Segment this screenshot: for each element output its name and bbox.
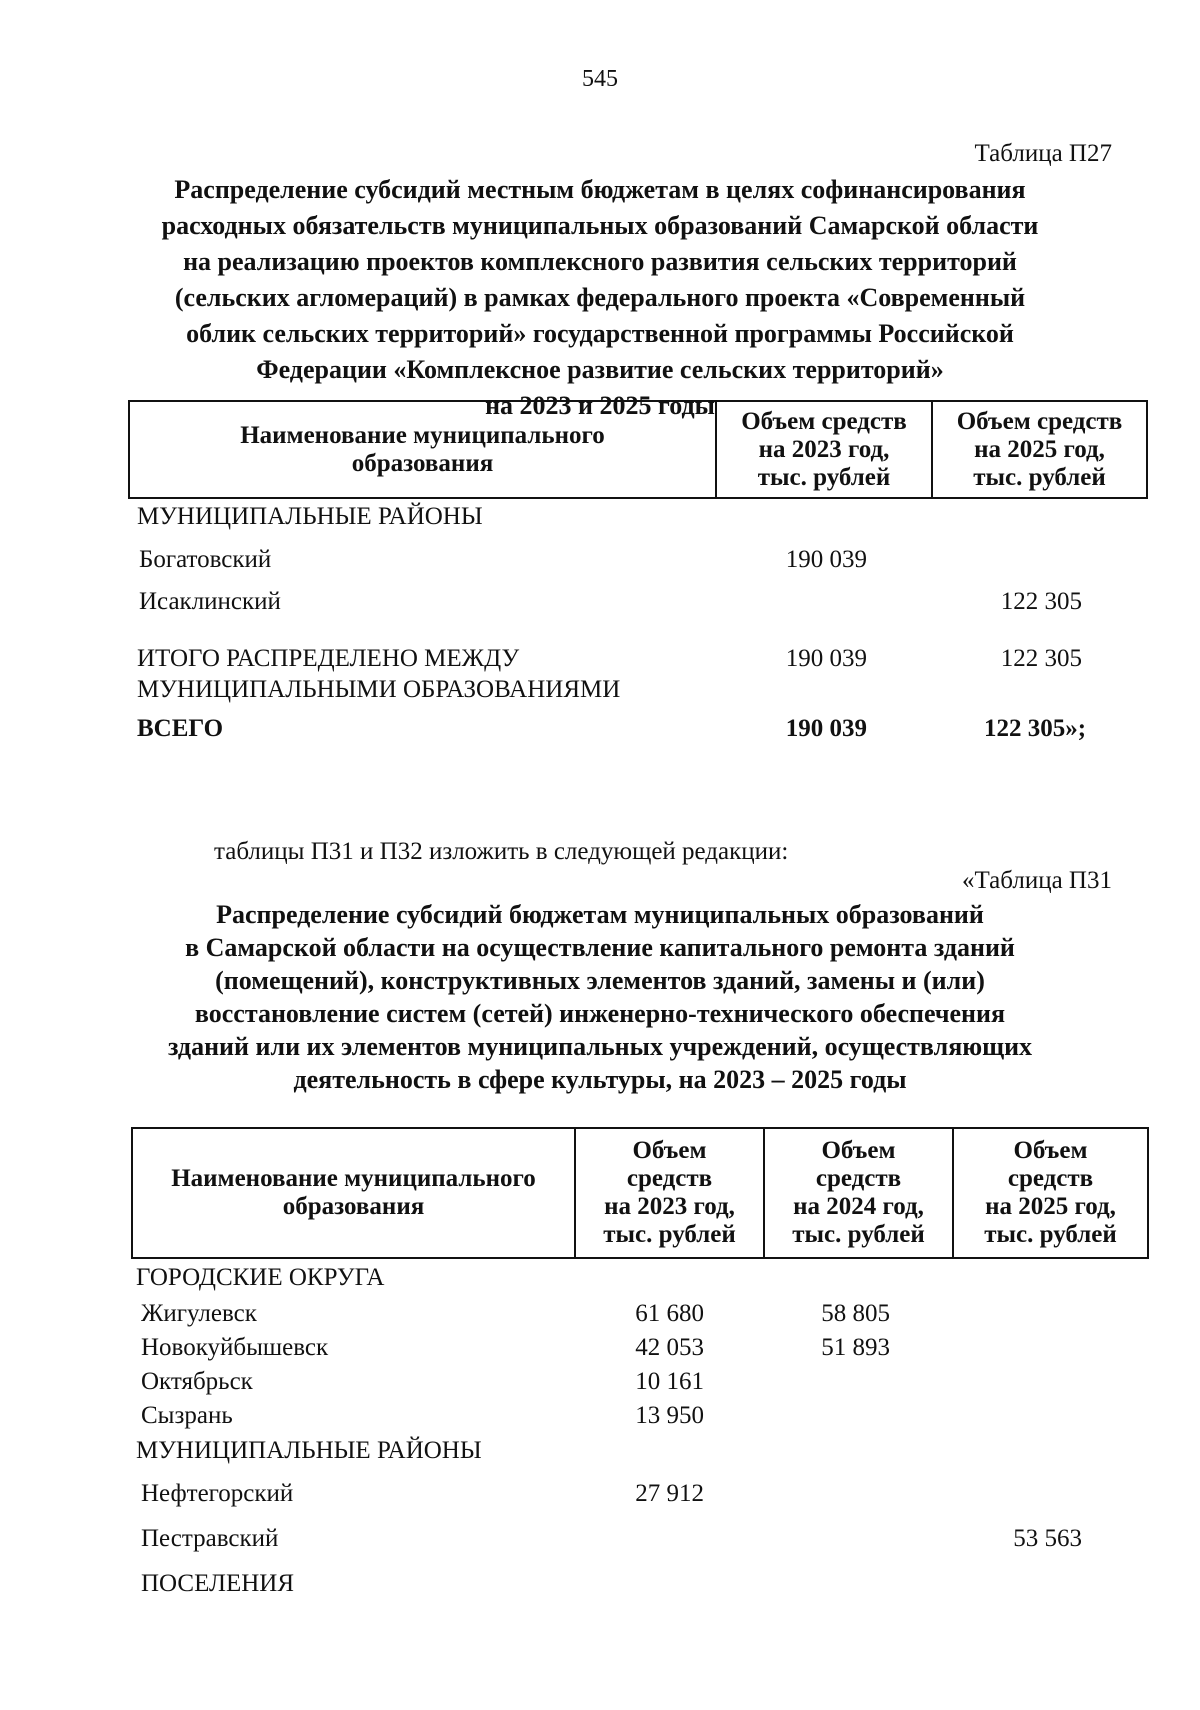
row-value-2023: 13 950: [635, 1402, 704, 1429]
subtotal-value-2025: 122 305: [1000, 645, 1082, 672]
table-p31-header: [131, 1127, 1149, 1259]
section-label: МУНИЦИПАЛЬНЫЕ РАЙОНЫ: [136, 1437, 482, 1464]
header-2023: Объем средств на 2023 год, тыс. рублей: [575, 1128, 764, 1258]
title-line: Распределение субсидий местным бюджетам в целях софинансирования: [174, 175, 1026, 204]
row-value-2024: 51 893: [821, 1334, 890, 1361]
row-value-2023: 42 053: [635, 1334, 704, 1361]
title-line: в Самарской области на осуществление капитального ремонта зданий: [185, 933, 1015, 962]
header-2025: Объем средств на 2025 год, тыс. рублей: [953, 1128, 1148, 1258]
table-p31-tag: «Таблица П31: [962, 867, 1112, 894]
table-p27-title: [0, 172, 1200, 424]
intro-text: таблицы П31 и П32 изложить в следующей редакции:: [214, 838, 789, 865]
row-name: Исаклинский: [139, 588, 281, 615]
title-line: (сельских агломераций) в рамках федерального проекта «Современный: [174, 283, 1026, 312]
title-line: Федерации «Комплексное развитие сельских территорий»: [256, 355, 944, 384]
row-name: Жигулевск: [141, 1300, 257, 1327]
table-p27-tag: Таблица П27: [974, 140, 1112, 167]
title-line: расходных обязательств муниципальных образований Самарской области: [161, 211, 1039, 240]
header-2025: Объем средств на 2025 год, тыс. рублей: [932, 401, 1147, 498]
total-value-2023: 190 039: [785, 715, 867, 742]
section-label: ГОРОДСКИЕ ОКРУГА: [136, 1264, 385, 1291]
subtotal-name: ИТОГО РАСПРЕДЕЛЕНО МЕЖДУ: [137, 645, 520, 672]
row-name: Пестравский: [141, 1525, 279, 1552]
table-p31-title: [0, 898, 1200, 1096]
section-label: ПОСЕЛЕНИЯ: [141, 1570, 295, 1597]
title-line: зданий или их элементов муниципальных учреждений, осуществляющих: [167, 1032, 1033, 1061]
total-value-2025: 122 305»;: [984, 715, 1087, 742]
total-name: ВСЕГО: [137, 715, 224, 742]
row-name: Октябрьск: [141, 1368, 253, 1395]
row-value-2025: 122 305: [1000, 588, 1082, 615]
page-number: 545: [582, 66, 618, 92]
subtotal-name: МУНИЦИПАЛЬНЫМИ ОБРАЗОВАНИЯМИ: [137, 676, 621, 703]
row-value-2025: 53 563: [1013, 1525, 1082, 1552]
row-value-2023: 190 039: [785, 546, 867, 573]
title-line: (помещений), конструктивных элементов зданий, замены и (или): [215, 966, 985, 995]
row-value-2023: 10 161: [635, 1368, 704, 1395]
row-name: Богатовский: [139, 546, 272, 573]
section-label: МУНИЦИПАЛЬНЫЕ РАЙОНЫ: [137, 503, 483, 530]
header-name: Наименование муниципального образования: [132, 1128, 575, 1258]
header-2024: Объем средств на 2024 год, тыс. рублей: [764, 1128, 953, 1258]
row-name: Сызрань: [141, 1402, 233, 1429]
header-name: Наименование муниципального образования: [129, 401, 716, 498]
title-line: восстановление систем (сетей) инженерно-технического обеспечения: [194, 999, 1006, 1028]
row-name: Нефтегорский: [141, 1480, 294, 1507]
title-line: деятельность в сфере культуры, на 2023 – 2025 годы: [293, 1065, 907, 1094]
row-name: Новокуйбышевск: [141, 1334, 329, 1361]
row-value-2023: 27 912: [635, 1480, 704, 1507]
title-line: облик сельских территорий» государственной программы Российской: [186, 319, 1014, 348]
header-2023: Объем средств на 2023 год, тыс. рублей: [716, 401, 932, 498]
row-value-2024: 58 805: [821, 1300, 890, 1327]
table-p27-header: [128, 400, 1148, 499]
title-line: Распределение субсидий бюджетам муниципальных образований: [216, 900, 984, 929]
row-value-2023: 61 680: [635, 1300, 704, 1327]
title-line: на реализацию проектов комплексного развития сельских территорий: [183, 247, 1017, 276]
title-line: на 2023 и 2025 годы: [485, 391, 715, 420]
subtotal-value-2023: 190 039: [785, 645, 867, 672]
